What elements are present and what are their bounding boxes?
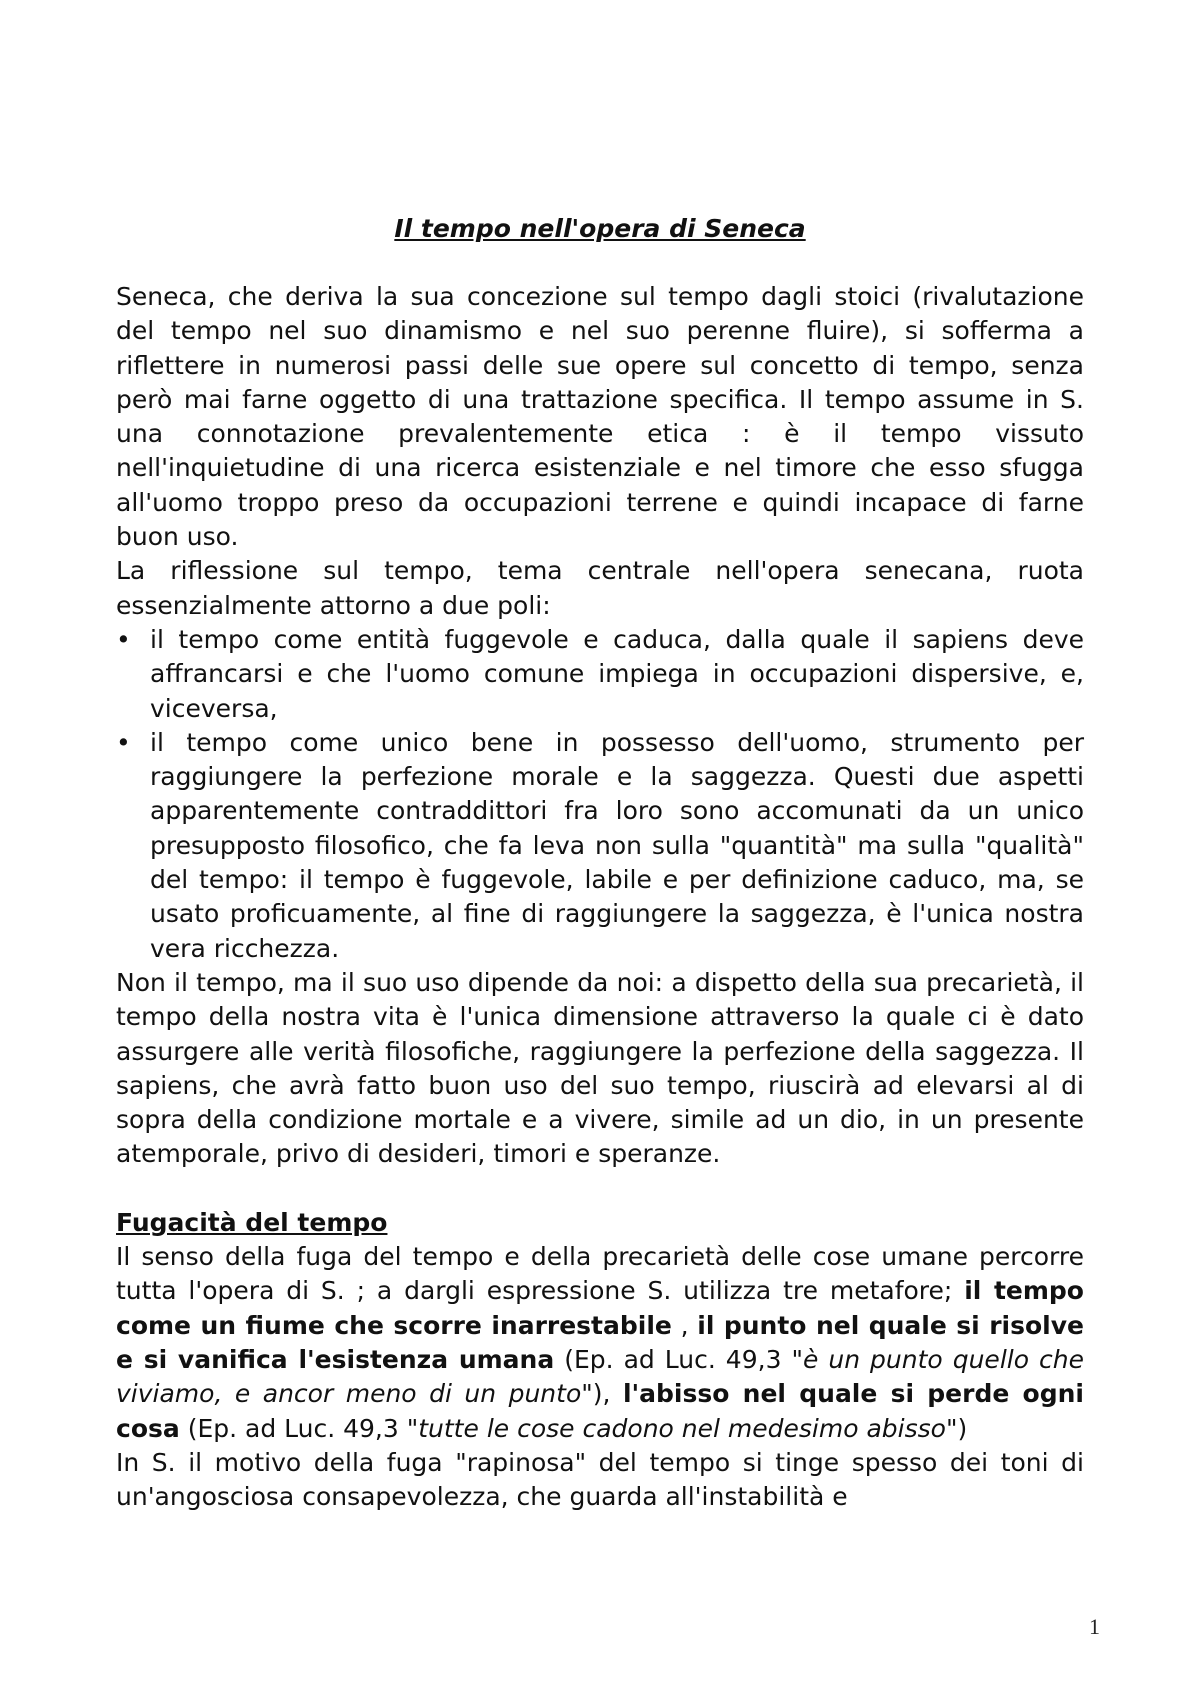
text-run: , bbox=[671, 1310, 698, 1340]
paragraph-time-use: Non il tempo, ma il suo uso dipende da noi: a dispetto della sua precarietà, il tempo della nostra vita è l'unica dimensione attraverso la quale ci è dato assurgere alle verità filosofiche, raggiungere la perfezione della saggezza. Il sapiens, che avrà fatto buon uso del suo tempo, riuscirà ad elevarsi al di sopra della condizione mortale e a vivere, simile ad un dio, in un presente atemporale, privo di desideri, timori e speranze. bbox=[116, 967, 1084, 1169]
italic-quote: tutte le cose cadono nel medesimo abisso bbox=[418, 1413, 946, 1443]
text-run: (Ep. ad Luc. 49,3 " bbox=[179, 1413, 419, 1443]
list-item-text: il tempo come unico bene in possesso dell'uomo, strumento per raggiungere la perfezione morale e la saggezza. Questi due aspetti apparentemente contraddittori fra loro sono accomunati da un unico presupposto filosofico, che fa leva non sulla "quantità" ma sulla "qualità" del tempo: il tempo è fuggevole, labile e per definizione caduco, ma, se usato proficuamente, al fine di raggiungere la saggezza, è l'unica nostra vera ricchezza. bbox=[150, 727, 1084, 963]
paragraph-two-poles: La riflessione sul tempo, tema centrale nell'opera senecana, ruota essenzialmente attorno a due poli: bbox=[116, 556, 1084, 620]
list-item bbox=[116, 726, 1084, 966]
poles-list bbox=[116, 623, 1084, 966]
page-number: 1 bbox=[1089, 1614, 1100, 1639]
italic-quote: è un punto quello che viviamo, e ancor meno di un punto bbox=[116, 1344, 1084, 1409]
text-run: ") bbox=[945, 1413, 968, 1443]
text-run: Il senso della fuga del tempo e della precarietà delle cose umane percorre tutta l'opera di S. ; a dargli espressione S. utilizza tre metafore; bbox=[116, 1242, 1084, 1306]
paragraph-metaphors bbox=[116, 1240, 1084, 1446]
list-item bbox=[116, 623, 1084, 726]
bullet-icon: • bbox=[116, 624, 131, 654]
list-item-text: il tempo come entità fuggevole e caduca, dalla quale il sapiens deve affrancarsi e che l'uomo comune impiega in occupazioni dispersive, e, viceversa, bbox=[150, 624, 1084, 723]
document-title: Il tempo nell'opera di Seneca bbox=[394, 214, 806, 243]
text-run: "), bbox=[581, 1379, 623, 1409]
text-run: (Ep. ad Luc. 49,3 " bbox=[554, 1344, 803, 1374]
paragraph-rapinosa: In S. il motivo della fuga "rapinosa" del tempo si tinge spesso dei toni di un'angosciosa consapevolezza, che guarda all'instabilità e bbox=[116, 1447, 1084, 1512]
bullet-icon: • bbox=[116, 727, 131, 757]
bold-text: il punto nel quale si risolve e si vanifica l'esistenza umana bbox=[116, 1310, 1084, 1374]
paragraph-intro: Seneca, che deriva la sua concezione sul tempo dagli stoici (rivalutazione del tempo nel suo dinamismo e nel suo perenne fluire), si sofferma a riflettere in numerosi passi delle sue opere sul concetto di tempo, senza però mai farne oggetto di una trattazione specifica. Il tempo assume in S. una connotazione prevalentemente etica : è il tempo vissuto nell'inquietudine di una ricerca esistenziale e nel timore che esso sfugga all'uomo troppo preso da occupazioni terrene e quindi incapace di farne buon uso. bbox=[116, 282, 1084, 552]
bold-text: l'abisso nel quale si perde ogni cosa bbox=[116, 1379, 1084, 1443]
document-body bbox=[116, 212, 1084, 1514]
section-heading: Fugacità del tempo bbox=[116, 1207, 388, 1237]
bold-text: il tempo come un fiume che scorre inarrestabile bbox=[116, 1276, 1084, 1340]
